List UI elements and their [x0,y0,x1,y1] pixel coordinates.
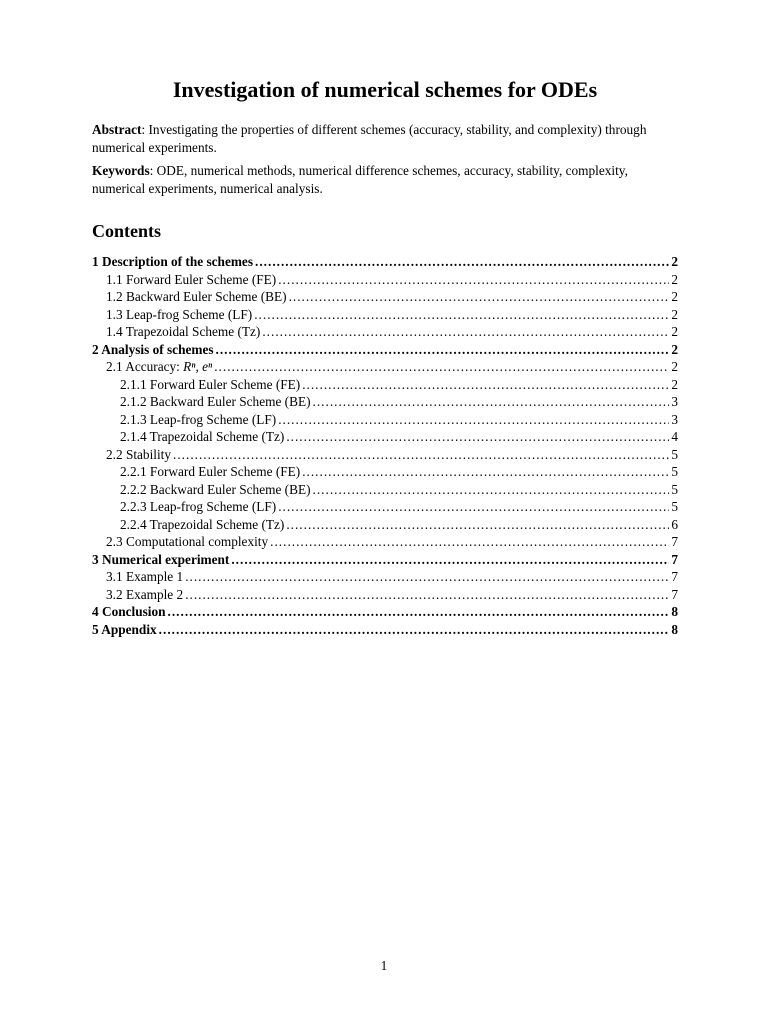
abstract-label: Abstract [92,122,142,137]
toc-entry-label [120,516,284,534]
toc-entry-page: 7 [671,586,678,602]
toc-entry-label [120,411,276,429]
toc-entry[interactable] [92,621,678,639]
toc-entry-title: 2.2.1 Forward Euler Scheme (FE) [120,464,301,479]
toc-entry[interactable] [92,446,678,464]
toc-entry-title: 2 Analysis of schemes [92,341,214,357]
toc-entry-label [106,533,268,551]
toc-entry-title: 1.1 Forward Euler Scheme (FE) [106,271,277,287]
toc-entry-page: 5 [671,446,678,462]
toc-dot-leader [214,358,669,376]
toc-entry-title: 3.1 Example 1 [106,569,184,584]
toc-entry[interactable] [92,323,678,341]
toc-entry[interactable] [92,498,678,516]
toc-entry-page: 2 [671,254,678,269]
toc-dot-leader [168,603,670,621]
abstract-paragraph [92,121,678,156]
toc-entry-math: Rⁿ, eⁿ [183,359,213,374]
toc-entry[interactable] [92,358,678,376]
toc-dot-leader [278,498,669,516]
toc-dot-leader [216,341,670,359]
toc-entry-title: 2.1.4 Trapezoidal Scheme (Tz) [120,429,285,444]
toc-entry-title: 2.2 Stability [106,446,172,462]
toc-entry[interactable] [92,428,678,446]
toc-dot-leader [289,288,670,306]
toc-entry-page: 4 [671,429,678,444]
keywords-paragraph [92,162,678,197]
toc-entry[interactable] [92,411,678,429]
toc-entry-page: 2 [671,306,678,322]
toc-entry-label [92,621,157,639]
toc-dot-leader [173,446,669,464]
toc-entry-label [120,498,276,516]
toc-entry[interactable] [92,253,678,271]
toc-entry-page: 5 [671,464,678,479]
toc-entry[interactable] [92,586,678,604]
toc-entry-title: 5 Appendix [92,621,157,637]
toc-dot-leader [185,586,669,604]
toc-entry[interactable] [92,516,678,534]
toc-entry-title: 2.2.2 Backward Euler Scheme (BE) [120,481,311,497]
toc-entry-label [92,551,229,569]
toc-entry[interactable] [92,568,678,586]
toc-entry[interactable] [92,533,678,551]
toc-entry-title: 2.2.3 Leap-frog Scheme (LF) [120,499,277,514]
keywords-text: : ODE, numerical methods, numerical difference schemes, accuracy, stability, complexity, numerical experiments, numerical analysis. [92,163,628,196]
toc-entry-page: 5 [671,499,678,514]
toc-dot-leader [185,568,669,586]
toc-dot-leader [313,481,670,499]
toc-entry-page: 7 [671,534,678,549]
toc-dot-leader [313,393,670,411]
toc-entry-page: 3 [671,411,678,427]
toc-entry-label [106,306,252,324]
toc-entry-title: 4 Conclusion [92,604,166,619]
toc-dot-leader [278,411,669,429]
toc-entry[interactable] [92,603,678,621]
contents-heading: Contents [92,221,162,241]
toc-entry[interactable] [92,341,678,359]
toc-entry[interactable] [92,271,678,289]
toc-entry[interactable] [92,376,678,394]
toc-entry-title: 3.2 Example 2 [106,586,184,602]
toc-entry-title: 2.1.2 Backward Euler Scheme (BE) [120,394,311,409]
toc-entry-page: 2 [671,289,678,304]
toc-entry-page: 8 [671,621,678,637]
document-title: Investigation of numerical schemes for ODEs [172,77,598,102]
toc-entry-label [106,586,183,604]
toc-entry-label [106,288,287,306]
toc-entry-page: 2 [671,324,678,339]
toc-dot-leader [262,323,669,341]
toc-entry[interactable] [92,481,678,499]
toc-dot-leader [302,463,669,481]
toc-entry-title: 2.3 Computational complexity [106,534,269,549]
toc-entry-label [92,253,253,271]
page-number: 1 [380,958,388,973]
toc-dot-leader [231,551,669,569]
toc-entry-page: 2 [671,271,678,287]
toc-dot-leader [255,253,669,271]
abstract-text: : Investigating the properties of different schemes (accuracy, stability, and complexity) through numerical experiments. [92,122,647,155]
toc-dot-leader [254,306,669,324]
toc-dot-leader [270,533,669,551]
toc-entry-title: 2.2.4 Trapezoidal Scheme (Tz) [120,516,285,532]
toc-entry-label [106,358,212,376]
toc-dot-leader [302,376,669,394]
toc-entry-page: 2 [671,359,678,374]
toc-entry-title: 2.1 Accuracy: [106,359,184,374]
toc-entry-page: 5 [671,481,678,497]
toc-entry-title: 1.2 Backward Euler Scheme (BE) [106,289,287,304]
toc-dot-leader [286,428,669,446]
toc-dot-leader [286,516,669,534]
toc-entry-page: 7 [671,569,678,584]
table-of-contents [92,253,678,638]
toc-entry[interactable] [92,393,678,411]
toc-entry-label [92,341,214,359]
toc-entry-title: 3 Numerical experiment [92,551,230,567]
toc-entry-page: 2 [671,341,678,357]
toc-entry-label [106,568,183,586]
toc-dot-leader [278,271,669,289]
toc-entry-label [120,463,300,481]
toc-entry-page: 3 [671,394,678,409]
toc-entry-page: 7 [671,551,678,567]
toc-entry-title: 1.3 Leap-frog Scheme (LF) [106,306,253,322]
toc-dot-leader [159,621,670,639]
toc-entry-label [120,376,300,394]
toc-entry-label [92,603,166,621]
toc-entry[interactable] [92,288,678,306]
toc-entry-label [120,428,284,446]
toc-entry-title: 1.4 Trapezoidal Scheme (Tz) [106,324,261,339]
toc-entry-label [106,323,260,341]
toc-entry-label [120,481,311,499]
toc-entry-label [106,271,276,289]
toc-entry-label [120,393,311,411]
toc-entry-page: 8 [671,604,678,619]
toc-entry-label [106,446,171,464]
toc-entry[interactable] [92,463,678,481]
toc-entry-title: 2.1.3 Leap-frog Scheme (LF) [120,411,277,427]
toc-entry[interactable] [92,306,678,324]
toc-entry-title: 2.1.1 Forward Euler Scheme (FE) [120,376,301,392]
keywords-label: Keywords [92,163,150,178]
toc-entry-page: 6 [671,516,678,532]
toc-entry-title: 1 Description of the schemes [92,254,254,269]
toc-entry[interactable] [92,551,678,569]
toc-entry-page: 2 [671,376,678,392]
